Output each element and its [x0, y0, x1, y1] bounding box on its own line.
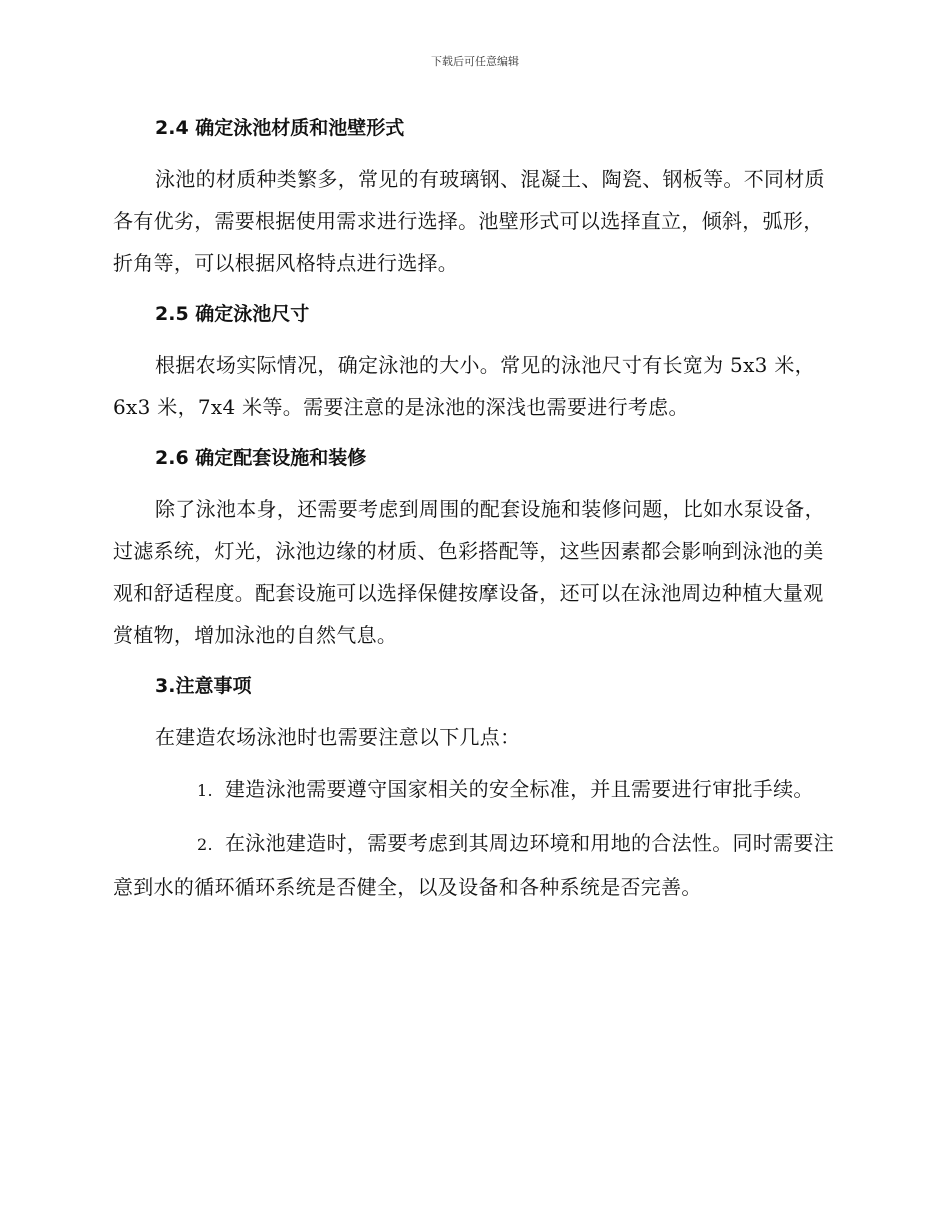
section-paragraph-2-4: 泳池的材质种类繁多，常见的有玻璃钢、混凝土、陶瓷、钢板等。不同材质各有优劣，需要根据使用需求进行选择。池壁形式可以选择直立，倾斜，弧形，折角等，可以根据风格特点进行选择。: [113, 167, 825, 275]
list-number: 2.: [197, 835, 213, 854]
list-number: 1.: [197, 781, 213, 800]
section-paragraph-3: 在建造农场泳池时也需要注意以下几点：: [155, 725, 521, 749]
list-text: 建造泳池需要遵守国家相关的安全标准，并且需要进行审批手续。: [225, 777, 814, 801]
list-text: 在泳池建造时，需要考虑到其周边环境和用地的合法性。同时需要注意到水的循环循环系统是否健全，以及设备和各种系统是否完善。: [113, 831, 834, 899]
document-body: [113, 108, 835, 908]
section-heading-2-4: 2.4 确定泳池材质和池壁形式: [155, 117, 405, 139]
section-heading-2-6: 2.6 确定配套设施和装修: [155, 447, 367, 469]
section-paragraph-2-6: 除了泳池本身，还需要考虑到周围的配套设施和装修问题，比如水泵设备，过滤系统，灯光，泳池边缘的材质、色彩搭配等，这些因素都会影响到泳池的美观和舒适程度。配套设施可以选择保健按摩设备，还可以在泳池周边种植大量观赏植物，增加泳池的自然气息。: [113, 497, 825, 647]
list-item-1: [113, 768, 835, 812]
list-item-2: [113, 822, 835, 908]
section-paragraph-2-5: 根据农场实际情况，确定泳池的大小。常见的泳池尺寸有长宽为 5x3 米，6x3 米，7x4 米等。需要注意的是泳池的深浅也需要进行考虑。: [113, 353, 815, 419]
page-header: 下载后可任意编辑: [431, 55, 519, 68]
section-heading-2-5: 2.5 确定泳池尺寸: [155, 303, 310, 325]
section-heading-3: 3.注意事项: [155, 675, 252, 697]
